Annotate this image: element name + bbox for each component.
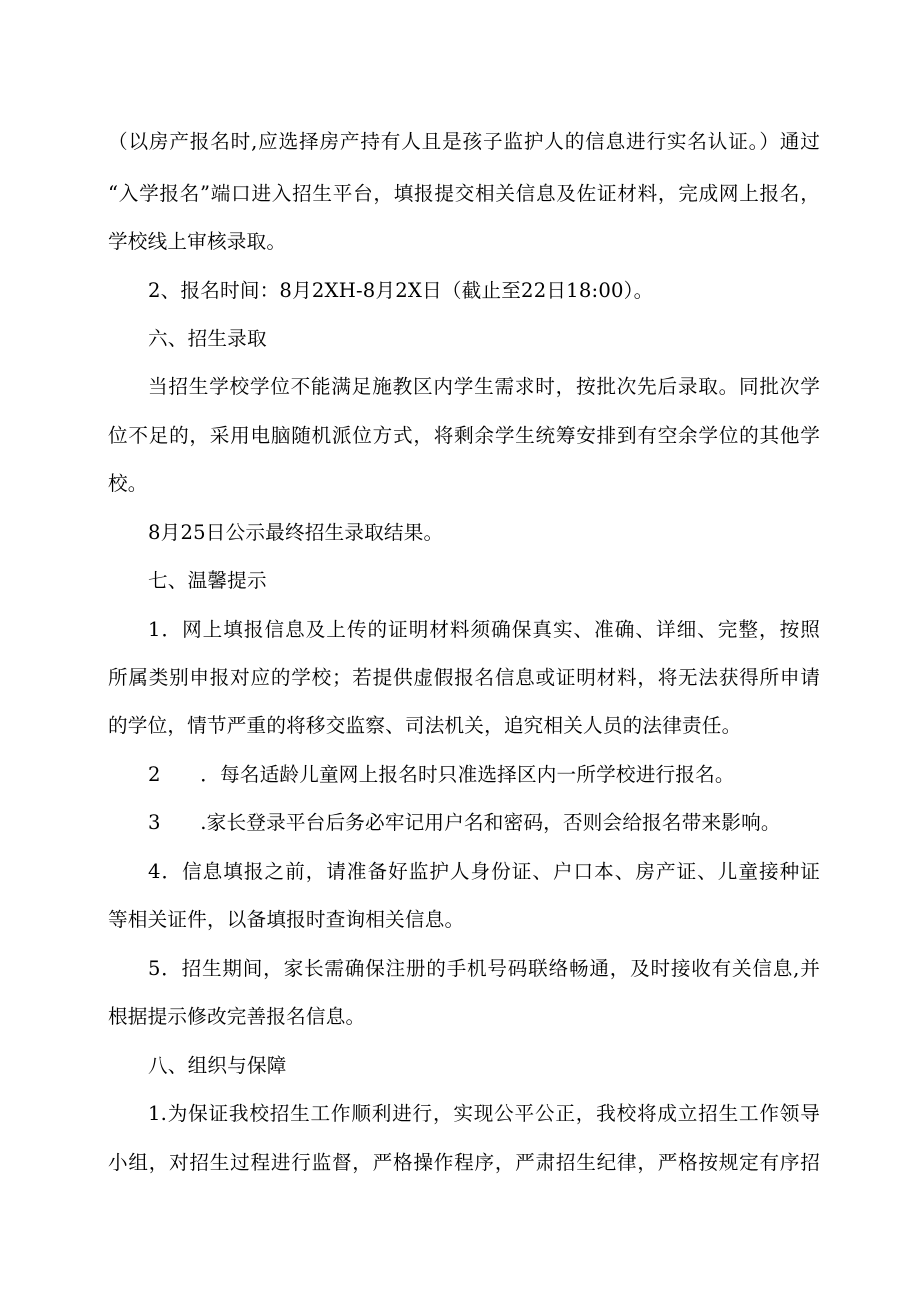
tip-5-line-1: 5．招生期间，家长需确保注册的手机号码联络畅通，及时接收有关信息,并 (148, 957, 820, 980)
section-8-heading: 八、组织与保障 (148, 1054, 287, 1077)
tip-4-line-1: 4．信息填报之前，请准备好监护人身份证、户口本、房产证、儿童接种证 (148, 860, 820, 883)
tip-2: 2 ．每名适龄儿童网上报名时只准选择区内一所学校进行报名。 (148, 763, 735, 786)
registration-para-line-3: 学校线上审核录取。 (108, 230, 287, 253)
tip-1-line-2: 所属类别申报对应的学校；若提供虚假报名信息或证明材料，将无法获得所申请 (108, 666, 820, 689)
registration-time: 2、报名时间：8月2XH-8月2X日（截止至22日18:00）。 (148, 279, 654, 302)
section-6-heading: 六、招生录取 (148, 327, 267, 350)
tip-1-line-3: 的学位，情节严重的将移交监察、司法机关，追究相关人员的法律责任。 (108, 714, 742, 737)
section-6-para-line-1: 当招生学校学位不能满足施教区内学生需求时，按批次先后录取。同批次学 (148, 375, 820, 398)
section-8-para-line-1: 1.为保证我校招生工作顺利进行，实现公平公正，我校将成立招生工作领导 (148, 1102, 820, 1125)
section-6-result: 8月25日公示最终招生录取结果。 (148, 521, 444, 544)
tip-5-line-2: 根据提示修改完善报名信息。 (108, 1005, 366, 1028)
section-8-para-line-2: 小组，对招生过程进行监督，严格操作程序，严肃招生纪律，严格按规定有序招 (108, 1151, 820, 1174)
tip-4-line-2: 等相关证件，以备填报时查询相关信息。 (108, 908, 465, 931)
section-6-para-line-2: 位不足的，采用电脑随机派位方式，将剩余学生统筹安排到有空余学位的其他学 (108, 424, 820, 447)
registration-para-line-1: （以房产报名时,应选择房产持有人且是孩子监护人的信息进行实名认证。）通过 (108, 130, 820, 153)
section-7-heading: 七、温馨提示 (148, 569, 267, 592)
section-6-para-line-3: 校。 (108, 472, 148, 495)
tip-3: 3 .家长登录平台后务必牢记用户名和密码，否则会给报名带来影响。 (148, 811, 781, 834)
registration-para-line-2: “入学报名”端口进入招生平台，填报提交相关信息及佐证材料，完成网上报名， (108, 182, 820, 205)
tip-1-line-1: 1．网上填报信息及上传的证明材料须确保真实、准确、详细、完整，按照 (148, 618, 820, 641)
